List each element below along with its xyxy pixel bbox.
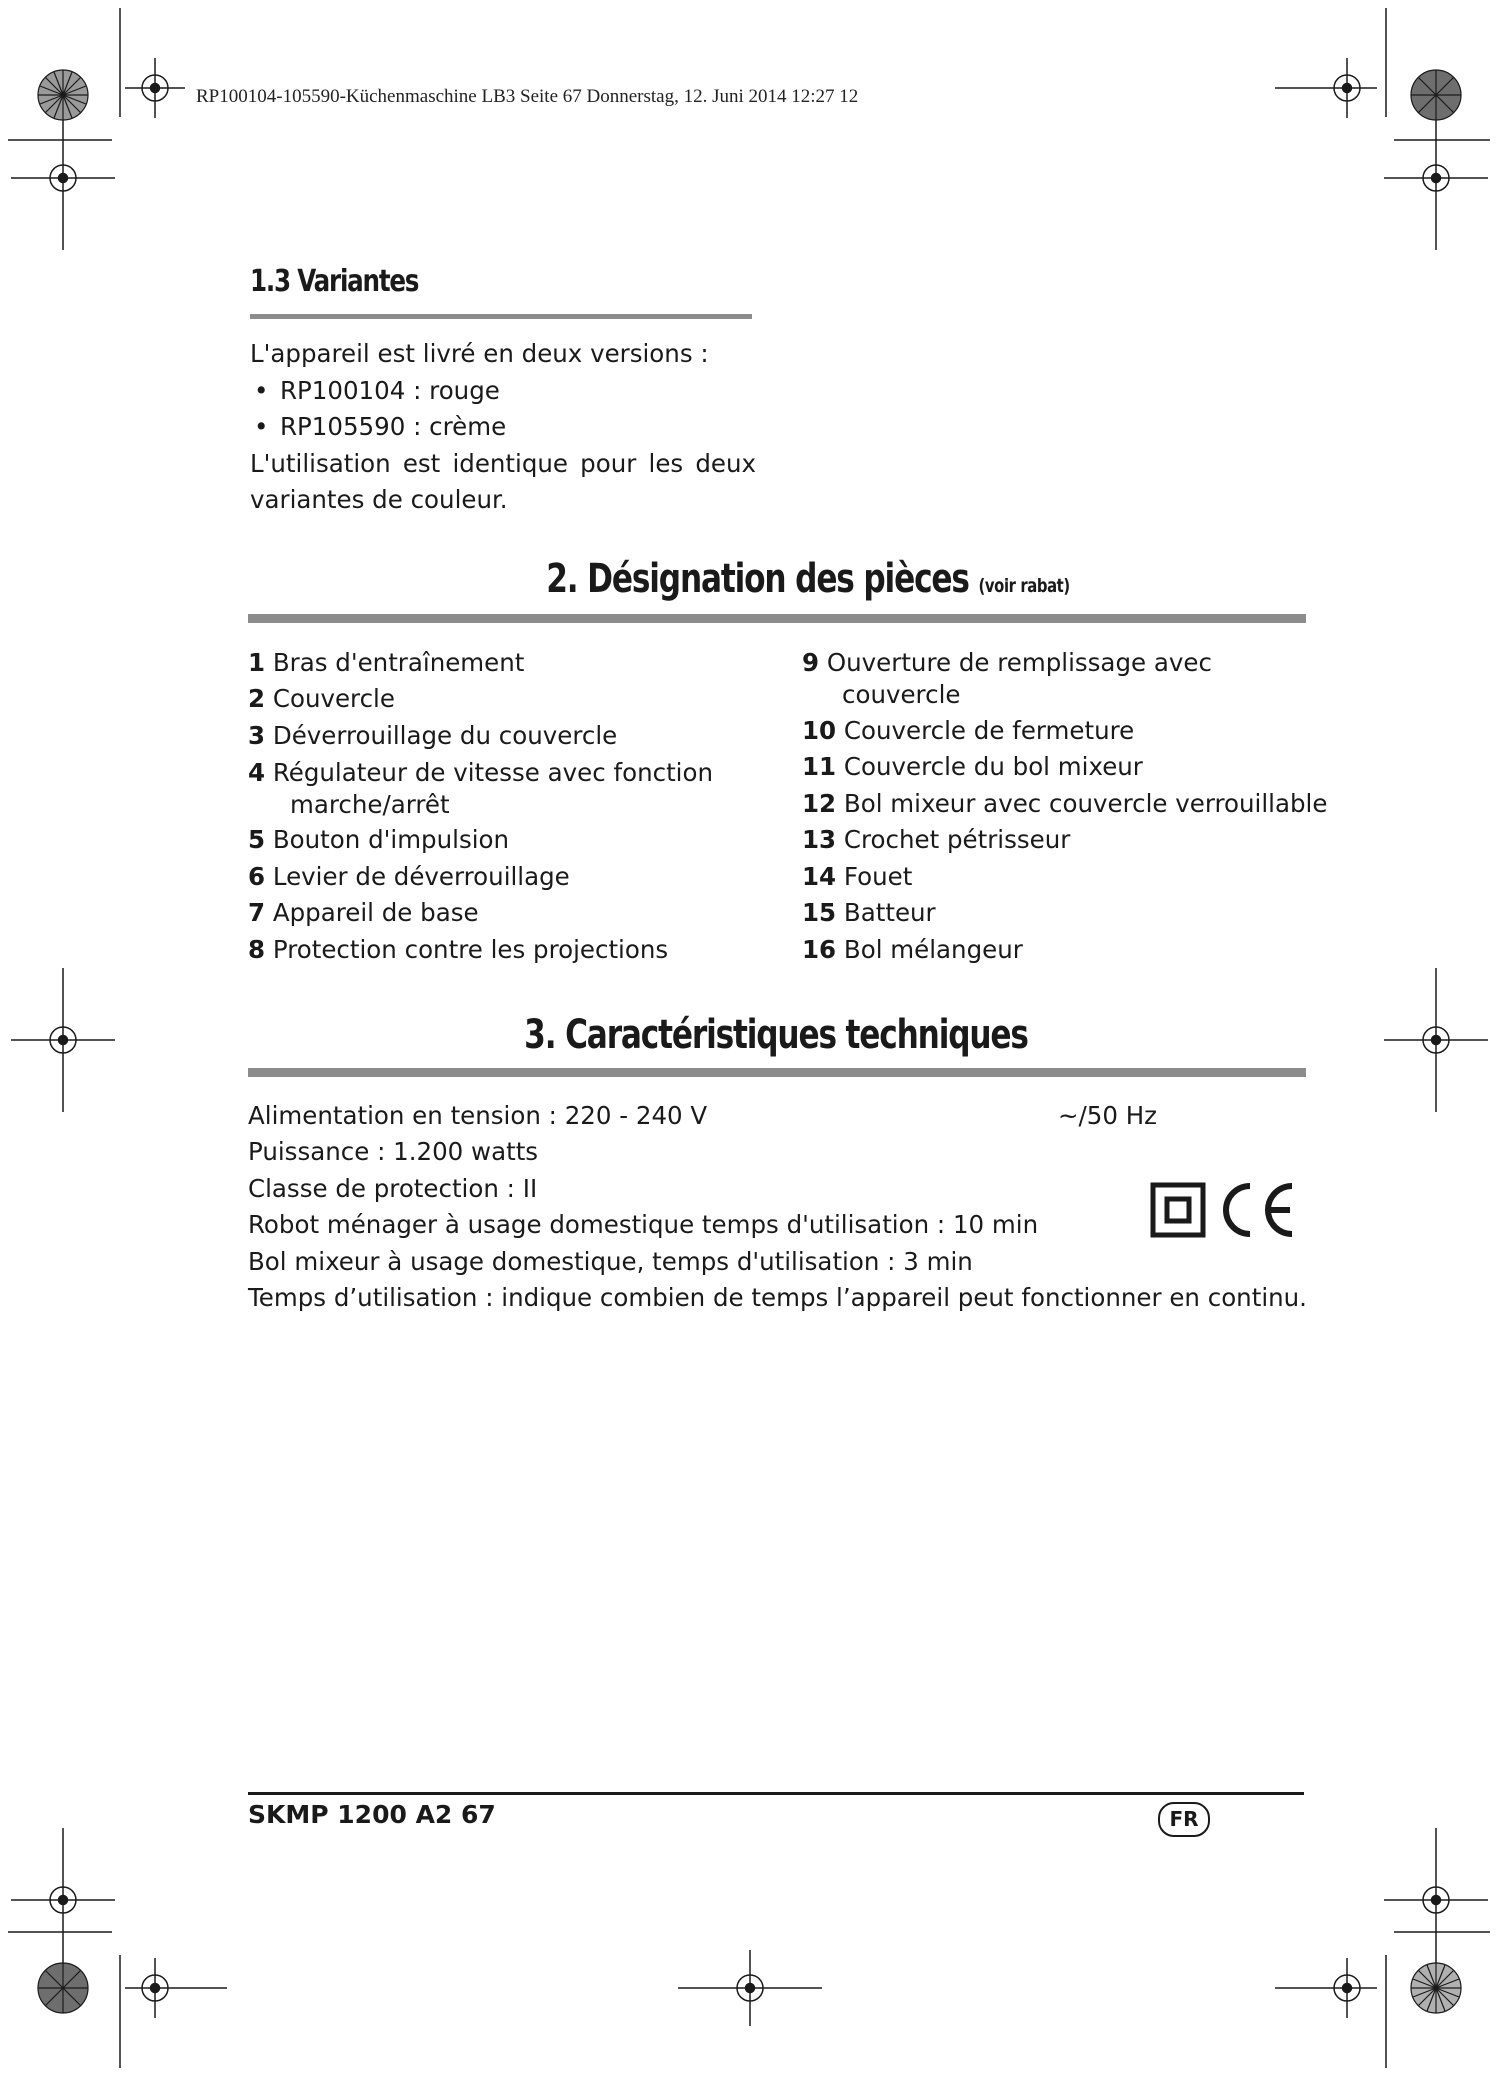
part-item: 10 Couvercle de fermeture [802, 716, 1135, 745]
part-item: 8 Protection contre les projections [248, 935, 669, 964]
part-item: 9 Ouverture de remplissage avec couvercle [802, 648, 1212, 709]
footer-rule [248, 1792, 1304, 1795]
part-item: 14 Fouet [802, 862, 913, 891]
part-item: 4 Régulateur de vitesse avec fonction marche/arrêt [248, 758, 713, 819]
part-item: 15 Batteur [802, 898, 936, 927]
spec-voltage: Alimentation en tension : 220 - 240 V [248, 1101, 708, 1130]
spec-power: Puissance : 1.200 watts [248, 1137, 539, 1166]
parts-list-left [248, 646, 768, 976]
variant-bullet-1: • RP100104 : rouge [250, 373, 756, 410]
part-item: 3 Déverrouillage du couvercle [248, 721, 618, 750]
part-item: 13 Crochet pétrisseur [802, 825, 1071, 854]
variants-note-line2: variantes de couleur. [250, 485, 508, 514]
double-square-icon [1150, 1182, 1206, 1238]
part-item: 6 Levier de déverrouillage [248, 862, 570, 891]
section-rule [250, 314, 752, 319]
variants-text [250, 336, 756, 519]
spec-robot-time: Robot ménager à usage domestique temps d'utilisation : 10 min [248, 1210, 1039, 1239]
part-item: 2 Couvercle [248, 684, 395, 713]
spec-protection-class: Classe de protection : II [248, 1174, 538, 1203]
variants-intro: L'appareil est livré en deux versions : [250, 339, 709, 368]
part-item: 12 Bol mixeur avec couvercle verrouillable [802, 789, 1328, 818]
part-item: 16 Bol mélangeur [802, 935, 1023, 964]
spec-blender-time: Bol mixeur à usage domestique, temps d'utilisation : 3 min [248, 1247, 973, 1276]
variants-note-line1: L'utilisation est identique pour les deux [250, 448, 756, 478]
section-rule [248, 614, 1306, 623]
spec-frequency: ~/50 Hz [1058, 1101, 1158, 1130]
parts-heading-text: 2. Désignation des pièces [546, 556, 969, 602]
part-item: 7 Appareil de base [248, 898, 479, 927]
part-item: 5 Bouton d'impulsion [248, 825, 510, 854]
section-heading-variants: 1.3 Variantes [250, 264, 419, 299]
part-item: 11 Couvercle du bol mixeur [802, 752, 1143, 781]
print-header: RP100104-105590-Küchenmaschine LB3 Seite 67 Donnerstag, 12. Juni 2014 12:27 12 [196, 86, 859, 107]
section-rule [248, 1068, 1306, 1077]
parts-heading-note: (voir rabat) [978, 575, 1070, 597]
variant-bullet-2: • RP105590 : crème [250, 409, 756, 446]
section-heading-parts [527, 556, 1089, 602]
footer-model-page: SKMP 1200 A2 67 [248, 1800, 496, 1829]
parts-list-right [802, 646, 1328, 976]
section-heading-specs: 3. Caractéristiques techniques [524, 1012, 1028, 1058]
language-badge: FR [1158, 1802, 1210, 1837]
compliance-symbols [1150, 1180, 1296, 1240]
spec-time-note: Temps d’utilisation : indique combien de temps l’appareil peut fonctionner en continu. [248, 1283, 1307, 1312]
part-item: 1 Bras d'entraînement [248, 648, 525, 677]
ce-mark-icon [1220, 1180, 1296, 1240]
